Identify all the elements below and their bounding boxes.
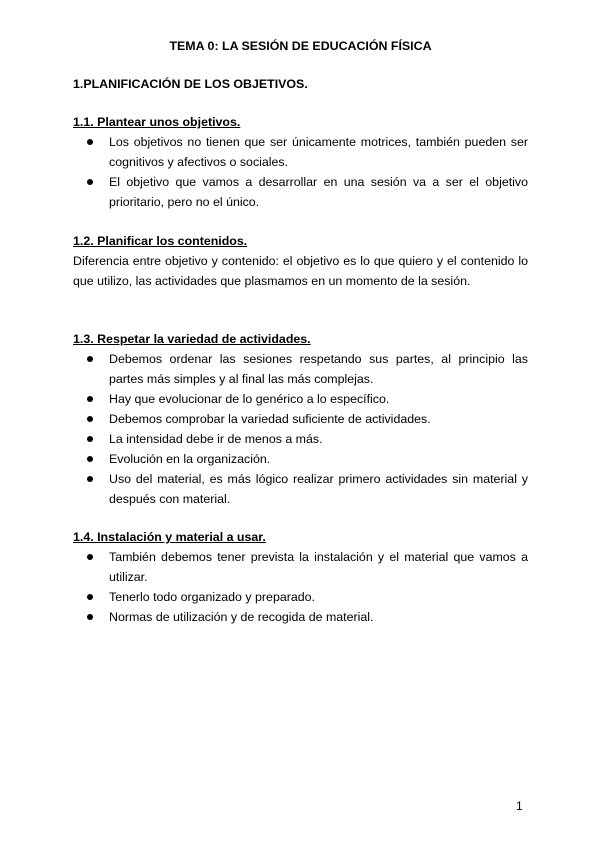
list-item-text: Los objetivos no tienen que ser únicamente motrices, también pueden ser cognitivos y afectivos o sociales. <box>109 135 528 169</box>
list-item-text: La intensidad debe ir de menos a más. <box>109 432 323 446</box>
bullet-icon <box>87 554 93 560</box>
list-item <box>73 547 528 587</box>
section-heading: 1.3. Respetar la variedad de actividades. <box>73 332 311 346</box>
bullet-icon <box>87 436 93 442</box>
bullet-list <box>73 349 528 509</box>
section-heading: 1.2. Planificar los contenidos. <box>73 234 248 248</box>
page-title: TEMA 0: LA SESIÓN DE EDUCACIÓN FÍSICA <box>169 39 432 53</box>
list-item <box>73 409 528 429</box>
list-item <box>73 607 528 627</box>
section-planificar-contenidos <box>73 231 528 291</box>
list-item <box>73 389 528 409</box>
bullet-icon <box>87 476 93 482</box>
bullet-icon <box>87 594 93 600</box>
list-item <box>73 449 528 469</box>
list-item <box>73 132 528 172</box>
section-variedad-actividades <box>73 329 528 509</box>
bullet-icon <box>87 456 93 462</box>
list-item-text: Debemos comprobar la variedad suficiente de actividades. <box>109 412 431 426</box>
bullet-icon <box>87 356 93 362</box>
list-item-text: Debemos ordenar las sesiones respetando sus partes, al principio las partes más simples y al final las más complejas. <box>109 352 528 386</box>
page-number: 1 <box>516 799 523 813</box>
bullet-list <box>73 547 528 627</box>
bullet-icon <box>87 139 93 145</box>
main-heading: 1.PLANIFICACIÓN DE LOS OBJETIVOS. <box>73 77 308 91</box>
list-item-text: Normas de utilización y de recogida de material. <box>109 610 374 624</box>
section-heading: 1.4. Instalación y material a usar. <box>73 530 266 544</box>
bullet-icon <box>87 179 93 185</box>
list-item-text: Tenerlo todo organizado y preparado. <box>109 590 315 604</box>
bullet-list <box>73 132 528 212</box>
bullet-icon <box>87 416 93 422</box>
list-item-text: También debemos tener prevista la instalación y el material que vamos a utilizar. <box>109 550 528 584</box>
list-item <box>73 469 528 509</box>
bullet-icon <box>87 614 93 620</box>
bullet-icon <box>87 396 93 402</box>
section-instalacion-material <box>73 527 528 627</box>
list-item <box>73 172 528 212</box>
list-item-text: Evolución en la organización. <box>109 452 271 466</box>
list-item <box>73 429 528 449</box>
list-item-text: Uso del material, es más lógico realizar primero actividades sin material y después con material. <box>109 472 528 506</box>
section-paragraph: Diferencia entre objetivo y contenido: el objetivo es lo que quiero y el contenido lo que utilizo, las actividades que plasmamos en un momento de la sesión. <box>73 254 528 288</box>
list-item-text: Hay que evolucionar de lo genérico a lo específico. <box>109 392 390 406</box>
list-item <box>73 587 528 607</box>
section-plantear-objetivos <box>73 112 528 212</box>
list-item <box>73 349 528 389</box>
list-item-text: El objetivo que vamos a desarrollar en una sesión va a ser el objetivo prioritario, pero no el único. <box>109 175 528 209</box>
section-heading: 1.1. Plantear unos objetivos. <box>73 115 241 129</box>
